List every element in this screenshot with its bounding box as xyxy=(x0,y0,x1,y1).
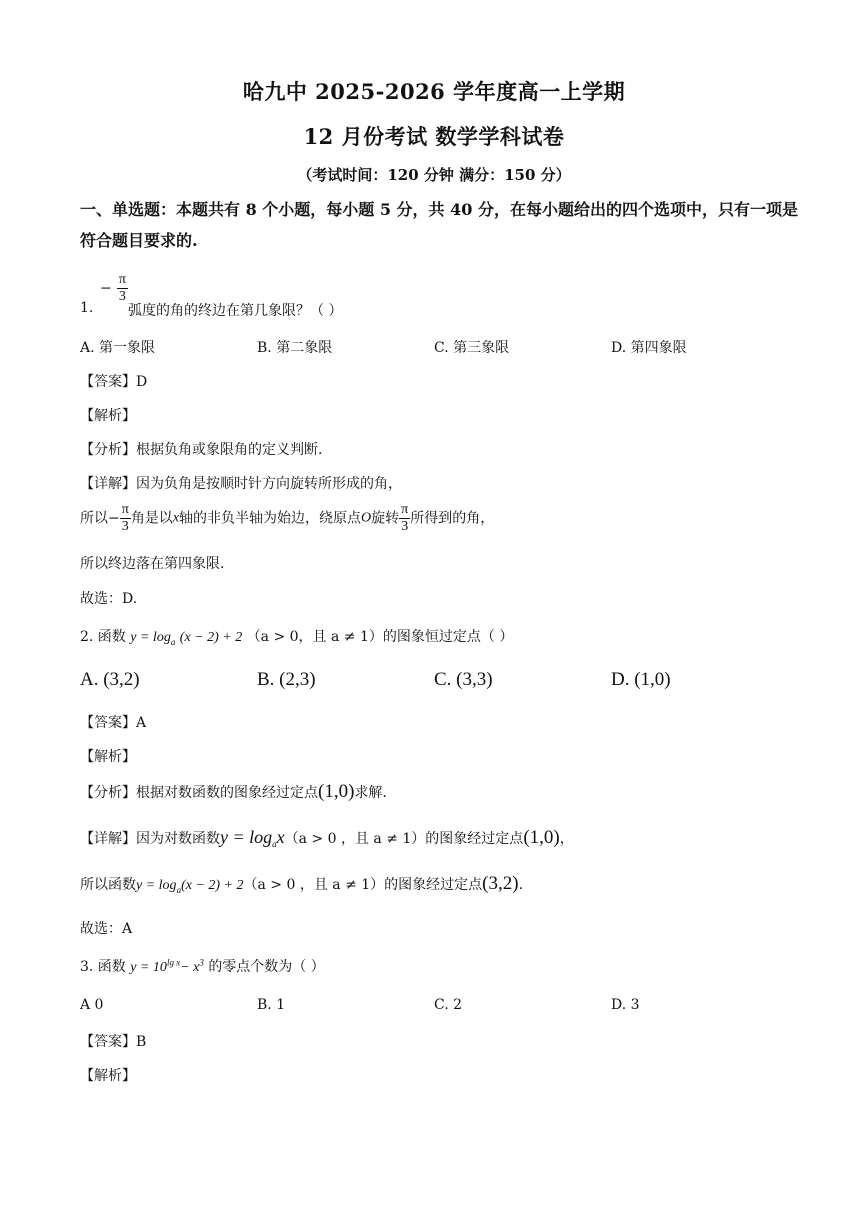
section-heading: 一、单选题：本题共有 8 个小题，每小题 5 分，共 40 分，在每小题给出的四个选项中，只有一项是符合题目要求的. xyxy=(80,200,798,250)
q1-option-d: D. 第四象限 xyxy=(611,340,687,356)
q1-option-b: B. 第二象限 xyxy=(257,340,333,356)
q2-option-b-text: B. (2,3) xyxy=(257,669,316,690)
q1-xiangjie: 【详解】因为负角是按顺时针方向旋转所形成的角， xyxy=(80,476,402,492)
q2-formula-sub: a xyxy=(170,636,176,647)
q1-frac-sign: − xyxy=(100,280,112,297)
q3-f-b: − x xyxy=(180,960,200,975)
q1-number: 1. xyxy=(80,300,94,316)
q2-option-a-text: A. (3,2) xyxy=(80,669,140,690)
q2-fenxi xyxy=(80,781,387,803)
q2-xiangjie xyxy=(80,827,574,849)
q2-stem xyxy=(80,626,513,647)
q2-formula: y = log xyxy=(130,630,171,645)
exam-info: （考试时间：120 分钟 满分：150 分） xyxy=(297,166,571,184)
q2-xj-end: ， xyxy=(559,831,574,847)
q2-formula-rest: (x − 2) + 2 xyxy=(179,630,243,645)
q2-so-cond: （a > 0 ，且 a ≠ 1）的图象经过定点 xyxy=(243,877,483,893)
exam-title-line1: 哈九中 2025-2026 学年度高一上学期 xyxy=(242,79,626,104)
q1-l2-den: 3 xyxy=(121,519,129,534)
q1-gu: 故选：D. xyxy=(80,591,138,607)
q1-fenxi: 【分析】根据负角或象限角的定义判断. xyxy=(80,442,323,458)
q2-cond: （a > 0，且 a ≠ 1）的图象恒过定点（ ） xyxy=(246,629,514,645)
q3-option-d: D. 3 xyxy=(611,997,640,1013)
q1-l2-o: O xyxy=(361,510,372,526)
q2-so-end: . xyxy=(518,877,524,893)
q1-l2-d: 旋转 xyxy=(371,510,400,527)
q2-xj-f: y = log xyxy=(220,827,273,847)
q2-so-f: y = log xyxy=(136,878,177,893)
q2-fenxi-pt: (1,0) xyxy=(318,781,355,802)
q1-l2-x: x xyxy=(172,510,180,526)
q2-option-c xyxy=(434,669,493,691)
q1-text: 弧度的角的终边在第几象限？（ ） xyxy=(128,303,343,319)
q1-l2-b: 角是以 xyxy=(130,510,173,527)
q2-answer: 【答案】A xyxy=(80,715,147,731)
q2-xj-sub: a xyxy=(272,838,277,849)
q2-xj-a: 【详解】因为对数函数 xyxy=(80,831,220,847)
q2-gu: 故选：A xyxy=(80,921,133,937)
q1-option-a: A. 第一象限 xyxy=(80,340,156,356)
q2-so-sub: a xyxy=(176,884,182,895)
q1-l2-c: 轴的非负半轴为始边，绕原点 xyxy=(179,510,362,527)
q1-l2-a: 所以− xyxy=(80,510,120,527)
q2-fenxi-b: 求解. xyxy=(354,785,387,801)
q3-text: 的零点个数为（ ） xyxy=(208,959,325,975)
q2-xj-pt: (1,0) xyxy=(523,827,560,848)
q3-option-a: A 0 xyxy=(80,997,104,1013)
q1-frac-num: π xyxy=(118,272,126,287)
q2-option-a xyxy=(80,669,140,691)
q2-option-b xyxy=(257,669,316,691)
q2-number: 2. 函数 xyxy=(80,629,126,645)
q3-answer: 【答案】B xyxy=(80,1034,147,1050)
q2-xj-x: x xyxy=(276,827,285,847)
q1-answer: 【答案】D xyxy=(80,374,148,390)
q3-analysis-label: 【解析】 xyxy=(80,1068,136,1084)
q3-f-sup: lg x xyxy=(166,957,181,968)
q3-f-a: y = 10 xyxy=(130,960,167,975)
q1-l2-num2: π xyxy=(401,502,409,517)
q2-xj-cond: （a > 0 ，且 a ≠ 1）的图象经过定点 xyxy=(284,831,524,847)
q2-analysis-label: 【解析】 xyxy=(80,749,136,765)
q3-stem xyxy=(80,956,325,976)
exam-title-line2: 12 月份考试 数学学科试卷 xyxy=(303,124,565,149)
q1-l2-den2: 3 xyxy=(401,519,409,534)
q1-frac xyxy=(117,272,128,305)
q1-explain-line3: 所以终边落在第四象限. xyxy=(80,556,225,572)
q2-option-c-text: C. (3,3) xyxy=(434,669,493,690)
q1-analysis-label: 【解析】 xyxy=(80,408,136,424)
q1-l2-e: 所得到的角， xyxy=(410,510,495,527)
q2-so-pt: (3,2) xyxy=(482,873,519,894)
q1-l2-frac2 xyxy=(399,502,410,535)
q2-option-d-text: D. (1,0) xyxy=(611,669,671,690)
q1-l2-frac xyxy=(120,502,131,535)
q1-frac-den: 3 xyxy=(118,289,126,304)
q1-fraction xyxy=(100,272,128,305)
q1-l2-num: π xyxy=(121,502,129,517)
q2-so-rest: (x − 2) + 2 xyxy=(181,878,244,893)
q1-option-c: C. 第三象限 xyxy=(434,340,510,356)
q3-option-c: C. 2 xyxy=(434,997,463,1013)
q3-f-sup2: 3 xyxy=(199,957,204,968)
q2-so-a: 所以函数 xyxy=(80,877,136,893)
q3-option-b: B. 1 xyxy=(257,997,286,1013)
q1-explain-line2 xyxy=(80,502,494,535)
q3-number: 3. 函数 xyxy=(80,959,126,975)
q2-option-d xyxy=(611,669,671,691)
q2-fenxi-a: 【分析】根据对数函数的图象经过定点 xyxy=(80,785,318,801)
q2-so xyxy=(80,873,523,895)
